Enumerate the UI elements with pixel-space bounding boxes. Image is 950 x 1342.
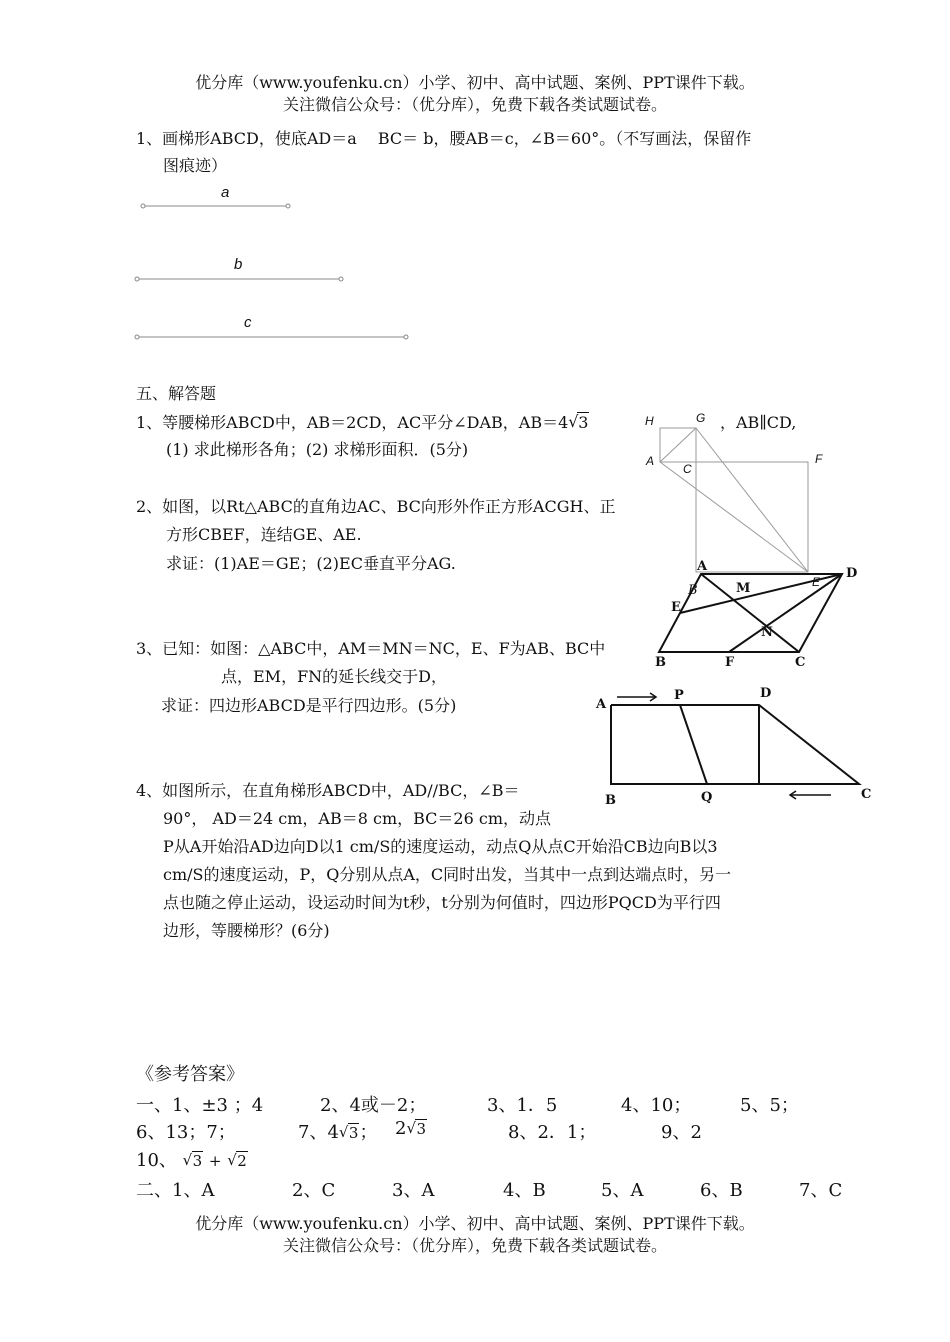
answers-title: 《参考答案》 xyxy=(136,1064,244,1085)
header-line-2: 关注微信公众号：（优分库），免费下载各类试题试卷。 xyxy=(282,95,667,114)
trapezoid-abcd xyxy=(611,705,859,784)
header-line-1: 优分库（www.youfenku.cn）小学、初中、高中试题、案例、PPT课件下载。 xyxy=(195,73,755,92)
p4-line-4: cm/S的速度运动，P，Q分别从点A，C同时出发，当其中一点到达端点时，另一 xyxy=(163,865,732,884)
p4-line-5: 点也随之停止运动，设运动时间为t秒，t分别为何值时，四边形PQCD为平行四 xyxy=(163,893,721,912)
answer-row1-3: 3、1．5 xyxy=(487,1095,558,1116)
p1-sqrt-value: 3 xyxy=(578,413,589,432)
fig4-label-c: C xyxy=(861,787,872,802)
fig2-label-h: H xyxy=(645,414,654,428)
answer-row2-2-sqrt-value: 3 xyxy=(348,1124,359,1142)
figure-trapezoid xyxy=(611,705,859,784)
answer-row2-3 xyxy=(395,1118,427,1139)
q1-line-2: 图痕迹） xyxy=(163,156,228,175)
answer-row2-2 xyxy=(298,1118,377,1144)
fig3-label-b: B xyxy=(655,655,666,670)
answer-row2-3-sqrt-value: 3 xyxy=(416,1120,426,1138)
answer-row3-sqrt2-value: 2 xyxy=(237,1152,247,1170)
answer-row2-4: 8、2．1； xyxy=(508,1122,597,1143)
footer-line-1: 优分库（www.youfenku.cn）小学、初中、高中试题、案例、PPT课件下载。 xyxy=(195,1214,755,1233)
segment-ge xyxy=(696,428,808,572)
q1-line-1: 1、画梯形ABCD，使底AD＝a BC＝ b，腰AB＝c，∠B＝60°。（不写画法，保留作 xyxy=(136,129,752,148)
fig3-label-b-inner: B xyxy=(688,583,698,598)
fig2-label-e: E xyxy=(812,575,821,589)
answer-row3-plus: + xyxy=(208,1152,222,1170)
fig3-label-e: E xyxy=(671,600,681,615)
answer-row1-2: 2、4或－2； xyxy=(320,1095,427,1116)
answer-row2-1: 6、13；7； xyxy=(136,1122,236,1143)
square-cbef xyxy=(696,462,808,572)
segment-ag xyxy=(660,428,696,462)
p4-line-3: P从A开始沿AD边向D以1 cm/S的速度运动，动点Q从点C开始沿CB边向B以3 xyxy=(163,837,718,856)
answer-row4-6: 6、B xyxy=(700,1180,743,1201)
p1-line-1-a: 1、等腰梯形ABCD中，AB＝2CD，AC平分∠DAB，AB＝4 xyxy=(136,413,569,432)
segment-a-label: a xyxy=(221,184,230,201)
fig4-label-p: P xyxy=(674,688,684,703)
p3-line-3: 求证：四边形ABCD是平行四边形。(5分) xyxy=(161,696,457,715)
fig2-label-c: C xyxy=(683,462,692,476)
p4-line-6: 边形，等腰梯形？(6分) xyxy=(163,921,330,940)
fig3-label-n: N xyxy=(761,625,773,640)
fig4-label-q: Q xyxy=(701,790,713,805)
fig3-label-m: M xyxy=(736,581,751,596)
p2-line-3: 求证：(1)AE＝GE；(2)EC垂直平分AG. xyxy=(166,554,456,573)
answer-row3-sqrt2 xyxy=(227,1152,248,1170)
answer-row2-3-sqrt xyxy=(406,1120,427,1138)
p1-line-2: (1) 求此梯形各角；(2) 求梯形面积．(5分) xyxy=(166,440,469,459)
answer-row2-5: 9、2 xyxy=(661,1122,702,1143)
answer-row4-7: 7、C xyxy=(799,1180,843,1201)
fig4-label-d: D xyxy=(760,686,772,701)
p2-line-1: 2、如图，以Rt△ABC的直角边AC、BC向形外作正方形ACGH、正 xyxy=(136,497,616,516)
answer-row4-2: 2、C xyxy=(292,1180,336,1201)
answer-row4-4: 4、B xyxy=(503,1180,546,1201)
answer-row3-label: 10、 xyxy=(136,1150,177,1171)
answer-row3-sqrt1-value: 3 xyxy=(192,1152,203,1170)
fig3-label-c: C xyxy=(795,655,806,670)
fig2-label-g: G xyxy=(696,411,706,425)
arrow-right-icon xyxy=(617,693,656,701)
p1-line-1-b: ，AB∥CD, xyxy=(720,413,797,432)
answer-row1-1: 一、1、±3 ；4 xyxy=(136,1095,264,1116)
p4-line-2: 90°， AD＝24 cm，AB＝8 cm，BC＝26 cm，动点 xyxy=(163,809,551,828)
answer-row3-sqrt1 xyxy=(183,1152,204,1170)
arrow-left-icon xyxy=(790,791,831,799)
answer-row1-4: 4、10； xyxy=(621,1095,692,1116)
answer-row4-5: 5、A xyxy=(601,1180,644,1201)
answer-row2-2-prefix: 7、4 xyxy=(298,1122,339,1143)
answer-row1-5: 5、5； xyxy=(740,1095,799,1116)
answer-row2-2-sep: ； xyxy=(359,1122,378,1143)
p3-line-1: 3、已知：如图：△ABC中，AM＝MN＝NC，E、F为AB、BC中 xyxy=(136,639,606,658)
answer-row4-1: 二、1、A xyxy=(136,1180,215,1201)
answer-row3 xyxy=(136,1146,248,1172)
fig3-label-d: D xyxy=(846,566,858,581)
fig4-label-a: A xyxy=(596,697,607,712)
section-5-title: 五、解答题 xyxy=(136,384,217,403)
p4-line-1: 4、如图所示，在直角梯形ABCD中，AD//BC，∠B＝ xyxy=(136,781,520,800)
fig4-label-b: B xyxy=(605,793,616,808)
segment-ae xyxy=(660,462,808,572)
answer-row2-2-sqrt xyxy=(339,1124,360,1142)
segment-c-label: c xyxy=(244,314,252,331)
figure-squares xyxy=(660,428,808,572)
footer-line-2: 关注微信公众号：（优分库），免费下载各类试题试卷。 xyxy=(282,1236,667,1255)
fig3-label-f: F xyxy=(725,655,735,670)
fig2-label-f: F xyxy=(815,452,823,466)
p3-line-2: 点，EM，FN的延长线交于D， xyxy=(221,667,447,686)
segment-b-label: b xyxy=(234,256,243,273)
answer-row4-3: 3、A xyxy=(392,1180,435,1201)
segment-pq xyxy=(680,705,707,784)
fig2-label-a: A xyxy=(646,454,655,468)
answer-row2-3-pre: 2 xyxy=(395,1118,407,1139)
p2-line-2: 方形CBEF，连结GE、AE. xyxy=(166,525,362,544)
fig3-label-a: A xyxy=(697,559,708,574)
